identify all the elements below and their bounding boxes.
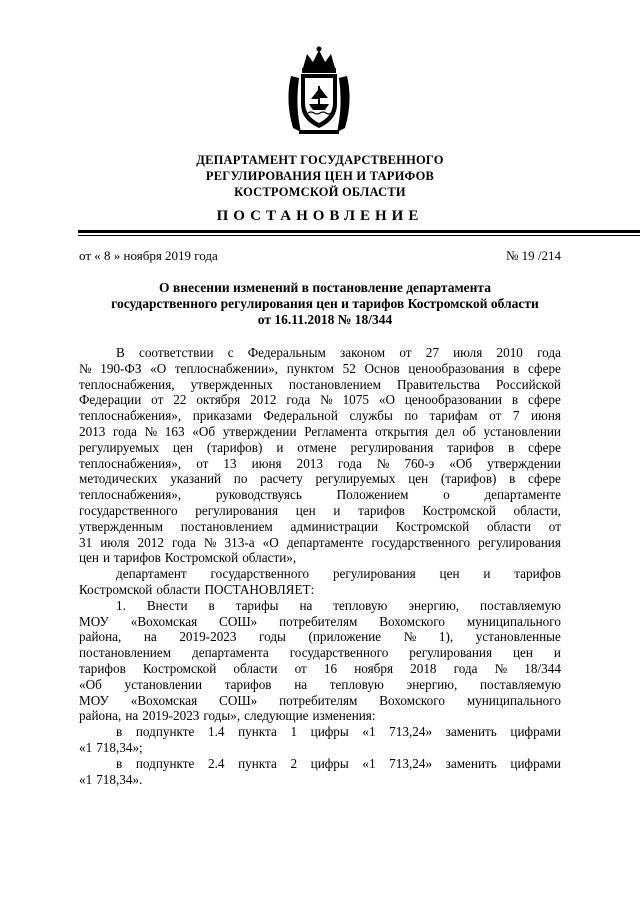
document-body bbox=[79, 345, 561, 787]
body-line: государственного регулирования цен и тарифов Костромской области, bbox=[79, 502, 561, 518]
body-line: «Об установлении тарифов на тепловую энергию, поставляемую bbox=[79, 676, 561, 692]
body-line: МОУ «Вохомская СОШ» потребителям Вохомского муниципального bbox=[79, 613, 561, 629]
document-type-heading: ПОСТАНОВЛЕНИЕ bbox=[216, 208, 424, 224]
body-line: теплоснабжения», приказами Федеральной службы по тарифам от 7 июня bbox=[79, 408, 561, 424]
body-line: 2013 года № 163 «Об утверждении Регламента открытия дел об установлении bbox=[79, 423, 561, 439]
body-line: Федерации от 22 октября 2012 года № 1075 «О ценообразовании в сфере bbox=[79, 392, 561, 408]
body-line: № 190-ФЗ «О теплоснабжении», пунктом 52 Основ ценообразования в сфере bbox=[79, 360, 561, 376]
body-line: 1. Внести в тарифы на тепловую энергию, поставляемую bbox=[116, 597, 561, 613]
department-name bbox=[0, 152, 640, 200]
body-line: теплоснабжения, утвержденных постановлением Правительства Российской bbox=[79, 376, 561, 392]
body-line: МОУ «Вохомская СОШ» потребителям Вохомского муниципального bbox=[79, 692, 561, 708]
title-line: О внесении изменений в постановление департамента bbox=[159, 280, 491, 295]
coat-of-arms-icon bbox=[281, 46, 357, 136]
divider-thick bbox=[78, 230, 640, 233]
body-line: постановлением департамента государственного регулирования цен и bbox=[79, 645, 561, 661]
body-line: методических указаний по расчету регулируемых цен (тарифов) в сфере bbox=[79, 471, 561, 487]
body-line: департамент государственного регулирования цен и тарифов bbox=[116, 566, 561, 582]
body-line: района, на 2019-2023 годы», следующие изменения: bbox=[79, 708, 376, 724]
body-line: В соответствии с Федеральным законом от 27 июля 2010 года bbox=[116, 345, 561, 360]
body-line: теплоснабжения», от 13 июня 2013 года № 760-э «Об утверждении bbox=[79, 455, 561, 471]
body-line: «1 718,34»; bbox=[79, 739, 143, 755]
divider-thin bbox=[78, 235, 640, 236]
body-line: регулируемых цен (тарифов) и отмене регулирования тарифов в сфере bbox=[79, 439, 561, 455]
body-line: «1 718,34». bbox=[79, 771, 143, 787]
body-line: теплоснабжения», руководствуясь Положением о департаменте bbox=[79, 487, 561, 503]
body-line: 31 июля 2012 года № 313-а «О департаменте государственного регулирования bbox=[79, 534, 561, 550]
document-number: № 19 /214 bbox=[505, 248, 561, 263]
title-line: от 16.11.2018 № 18/344 bbox=[257, 312, 393, 327]
date-number-line bbox=[79, 248, 561, 264]
body-line: тарифов Костромской области от 16 ноября 2018 года № 18/344 bbox=[79, 660, 561, 676]
body-line: утвержденным постановлением администрации Костромской области от bbox=[79, 518, 561, 534]
document-date: от « 8 » ноября 2019 года bbox=[79, 248, 218, 263]
department-line: КОСТРОМСКОЙ ОБЛАСТИ bbox=[234, 185, 406, 199]
department-line: ДЕПАРТАМЕНТ ГОСУДАРСТВЕННОГО bbox=[196, 153, 444, 167]
body-line: в подпункте 2.4 пункта 2 цифры «1 713,24» заменить цифрами bbox=[116, 755, 561, 771]
department-line: РЕГУЛИРОВАНИЯ ЦЕН И ТАРИФОВ bbox=[205, 169, 435, 183]
body-line: цен и тарифов Костромской области», bbox=[79, 550, 297, 566]
title-line: государственного регулирования цен и тарифов Костромской области bbox=[111, 296, 539, 311]
body-line: Костромской области ПОСТАНОВЛЯЕТ: bbox=[79, 581, 315, 597]
body-line: района, на 2019-2023 годы (приложение № 1), установленные bbox=[79, 629, 561, 645]
body-line: в подпункте 1.4 пункта 1 цифры «1 713,24» заменить цифрами bbox=[116, 724, 561, 740]
document-title bbox=[60, 280, 590, 328]
